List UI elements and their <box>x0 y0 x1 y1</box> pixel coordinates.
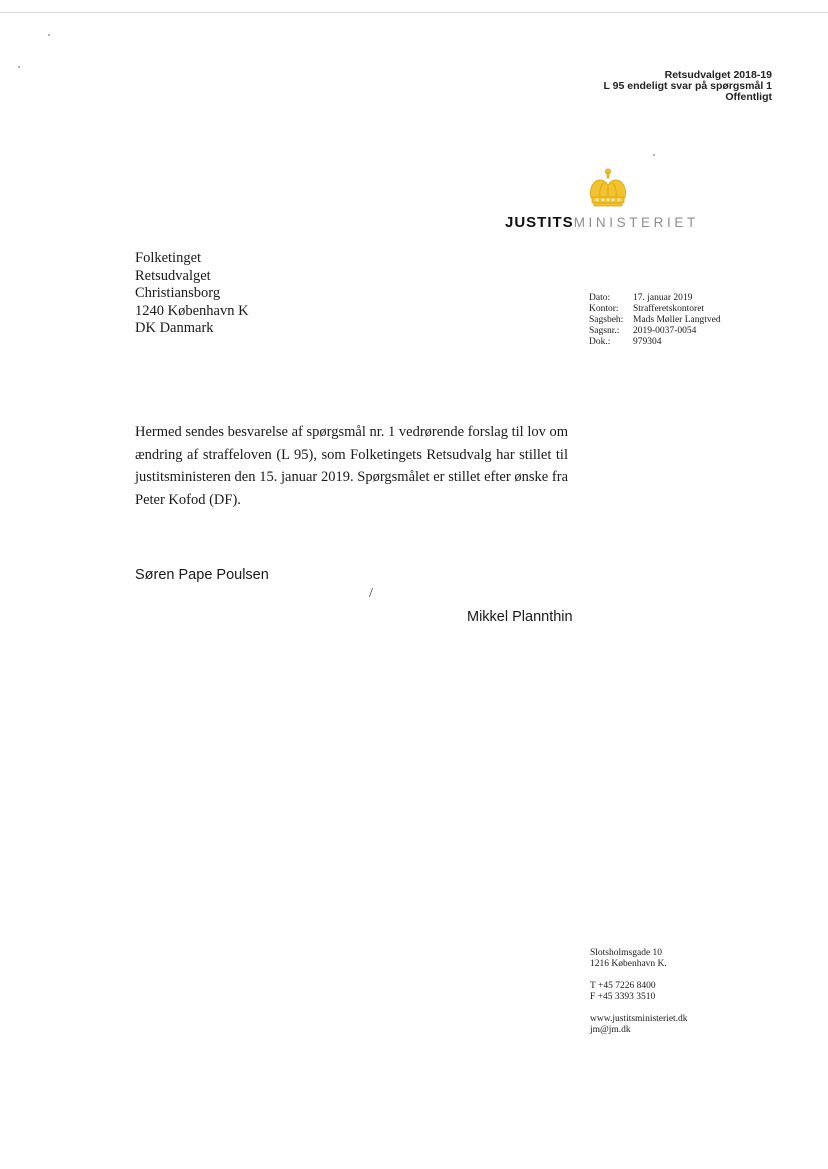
ministry-logo <box>505 168 715 234</box>
scan-speck <box>653 154 655 156</box>
meta-row-document <box>589 337 721 348</box>
signature-separator: / <box>369 586 373 601</box>
footer-email-link[interactable]: jm@jm.dk <box>590 1025 631 1035</box>
address-line: Retsudvalget <box>135 267 211 284</box>
meta-value: Strafferetskontoret <box>633 304 705 314</box>
recipient-address <box>135 250 249 338</box>
meta-row-handler <box>589 315 721 326</box>
wordmark-bold: JUSTITS <box>505 214 574 231</box>
address-line: Christiansborg <box>135 285 221 301</box>
meta-row-office <box>589 304 721 315</box>
committee-line: Retsudvalget 2018-19 <box>664 69 772 81</box>
meta-label: Dato: <box>589 293 611 303</box>
answer-line: L 95 endeligt svar på spørgsmål 1 <box>603 80 772 92</box>
minister-signature: Søren Pape Poulsen <box>135 567 269 583</box>
footer-street: Slotsholmsgade 10 <box>590 948 663 958</box>
wordmark-light: MINISTERIET <box>573 215 699 230</box>
scan-speck <box>48 34 50 36</box>
footer-city: 1216 København K. <box>590 959 667 969</box>
scan-speck <box>18 66 20 68</box>
meta-value: 17. januar 2019 <box>633 293 693 303</box>
meta-row-date <box>589 293 721 304</box>
official-signature: Mikkel Plannthin <box>467 609 573 625</box>
meta-label: Dok.: <box>589 337 611 347</box>
ministry-wordmark <box>505 214 699 231</box>
meta-label: Kontor: <box>589 304 619 314</box>
footer-phone: T +45 7226 8400 <box>590 981 656 991</box>
public-status: Offentligt <box>725 91 772 103</box>
address-line: Folketinget <box>135 250 202 266</box>
crown-icon <box>585 168 631 208</box>
letter-body: Hermed sendes besvarelse af spørgsmål nr. 1 vedrørende forslag til lov om ændring af straffeloven (L 95), som Folketingets Retsudvalg har stillet til justitsministeren den 15. januar 2019. Spørgsmålet er stillet efter ønske fra Peter Kofod (DF). <box>135 424 569 508</box>
meta-value: 979304 <box>633 337 662 347</box>
ministry-contact-footer <box>590 948 688 1036</box>
case-metadata <box>589 293 721 348</box>
meta-value: 2019-0037-0054 <box>633 326 697 336</box>
meta-row-case-number <box>589 326 721 337</box>
scan-top-edge <box>0 12 828 13</box>
meta-label: Sagsnr.: <box>589 326 620 336</box>
footer-fax: F +45 3393 3510 <box>590 992 656 1002</box>
document-reference <box>604 70 772 103</box>
footer-website-link[interactable]: www.justitsministeriet.dk <box>590 1014 688 1024</box>
meta-value: Mads Møller Langtved <box>633 315 721 325</box>
meta-label: Sagsbeh: <box>589 315 624 325</box>
address-line: DK Danmark <box>135 320 214 336</box>
address-line: 1240 København K <box>135 302 249 319</box>
